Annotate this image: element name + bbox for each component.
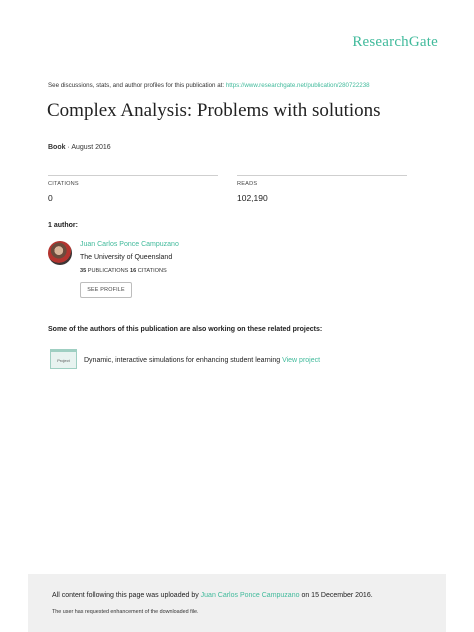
reads-value: 102,190: [237, 193, 268, 203]
author-name-link[interactable]: Juan Carlos Ponce Campuzano: [80, 241, 179, 248]
discussion-prefix: See discussions, stats, and author profiles for this publication at:: [48, 82, 226, 89]
view-project-link[interactable]: View project: [282, 357, 321, 364]
upload-suffix: on 15 December 2016.: [299, 592, 373, 599]
publication-meta: [48, 144, 111, 151]
publication-date: August 2016: [71, 144, 111, 151]
citations-stat: [48, 175, 218, 203]
author-stats: [80, 268, 167, 274]
upload-note: [52, 592, 373, 599]
see-profile-button[interactable]: SEE PROFILE: [80, 282, 132, 298]
publication-link[interactable]: https://www.researchgate.net/publication/280722238: [225, 82, 370, 89]
project-icon: [50, 349, 77, 369]
project-icon-label: Project: [57, 357, 70, 363]
author-institution: The University of Queensland: [80, 254, 173, 261]
citations-label: CITATIONS: [48, 181, 79, 187]
reads-stat: [237, 175, 407, 203]
uploader-link[interactable]: Juan Carlos Ponce Campuzano: [200, 592, 300, 599]
citations-value: 0: [48, 193, 53, 203]
footer-box: [28, 574, 446, 632]
publications-count: 35: [80, 268, 87, 274]
authors-heading: 1 author:: [48, 222, 78, 229]
enhancement-note: The user has requested enhancement of the downloaded file.: [52, 609, 199, 615]
researchgate-logo[interactable]: ResearchGate: [352, 34, 438, 50]
author-citations-label: CITATIONS: [136, 268, 167, 274]
project-title: Dynamic, interactive simulations for enhancing student learning: [84, 357, 283, 364]
publication-type: Book: [48, 144, 66, 151]
reads-label: READS: [237, 181, 258, 187]
author-citations-count: 16: [129, 268, 137, 274]
avatar[interactable]: [48, 241, 72, 265]
meta-separator: ·: [65, 144, 72, 151]
discussion-note: [48, 82, 370, 89]
upload-prefix: All content following this page was uploaded by: [52, 592, 201, 599]
project-item: [84, 357, 320, 364]
publications-label: PUBLICATIONS: [86, 268, 130, 274]
publication-title: Complex Analysis: Problems with solutions: [47, 100, 381, 121]
related-projects-heading: Some of the authors of this publication are also working on these related projects:: [48, 326, 323, 333]
